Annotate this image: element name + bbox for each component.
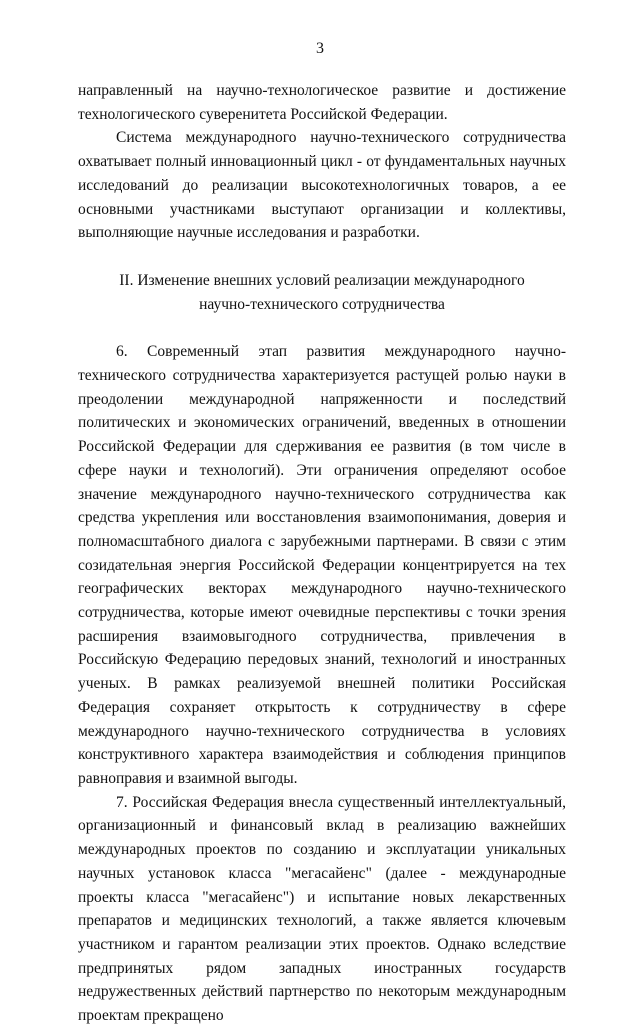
paragraph-6: 6. Современный этап развития международного научно-технического сотрудничества характеризуется растущей ролью науки в преодолении международной напряженности и последствий политических и экономических ограничений, введенных в отношении Российской Федерации для сдерживания ее развития (в том числе в сфере науки и технологий). Эти ограничения определяют особое значение международного научно-технического сотрудничества как средства укрепления или восстановления взаимопонимания, доверия и полномасштабного диалога с зарубежными партнерами. В связи с этим созидательная энергия Российской Федерации концентрируется на тех географических векторах международного научно-технического сотрудничества, которые имеют очевидные перспективы с точки зрения расширения взаимовыгодного сотрудничества, привлечения в Российскую Федерацию передовых знаний, технологий и иностранных ученых. В рамках реализуемой внешней политики Российская Федерация сохраняет открытость к сотрудничеству в сфере международного научно-технического сотрудничества в условиях конструктивного характера взаимодействия и соблюдения принципов равноправия и взаимной выгоды. (78, 343, 566, 787)
continued-paragraph: направленный на научно-технологическое развитие и достижение технологического суверенитета Российской Федерации. (78, 82, 566, 123)
document-body (78, 79, 566, 1028)
section-title: II. Изменение внешних условий реализации международного научно-технического сотрудничества (119, 271, 525, 313)
paragraph-system: Система международного научно-технического сотрудничества охватывает полный инновационный цикл - от фундаментальных научных исследований до реализации высокотехнологичных товаров, а ее основными участниками выступают организации и коллективы, выполняющие научные исследования и разработки. (78, 129, 566, 242)
page-number: 3 (316, 40, 324, 57)
paragraph-7: 7. Российская Федерация внесла существенный интеллектуальный, организационный и финансовый вклад в реализацию важнейших международных проектов по созданию и эксплуатации уникальных научных установок класса "мегасайенс" (далее - международные проекты класса "мегасайенс") и испытание новых лекарственных препаратов и медицинских технологий, а также является ключевым участником и гарантом реализации этих проектов. Однако вследствие предпринятых рядом западных иностранных государств недружественных действий партнерство по некоторым международным проектам прекращено (78, 793, 566, 1025)
